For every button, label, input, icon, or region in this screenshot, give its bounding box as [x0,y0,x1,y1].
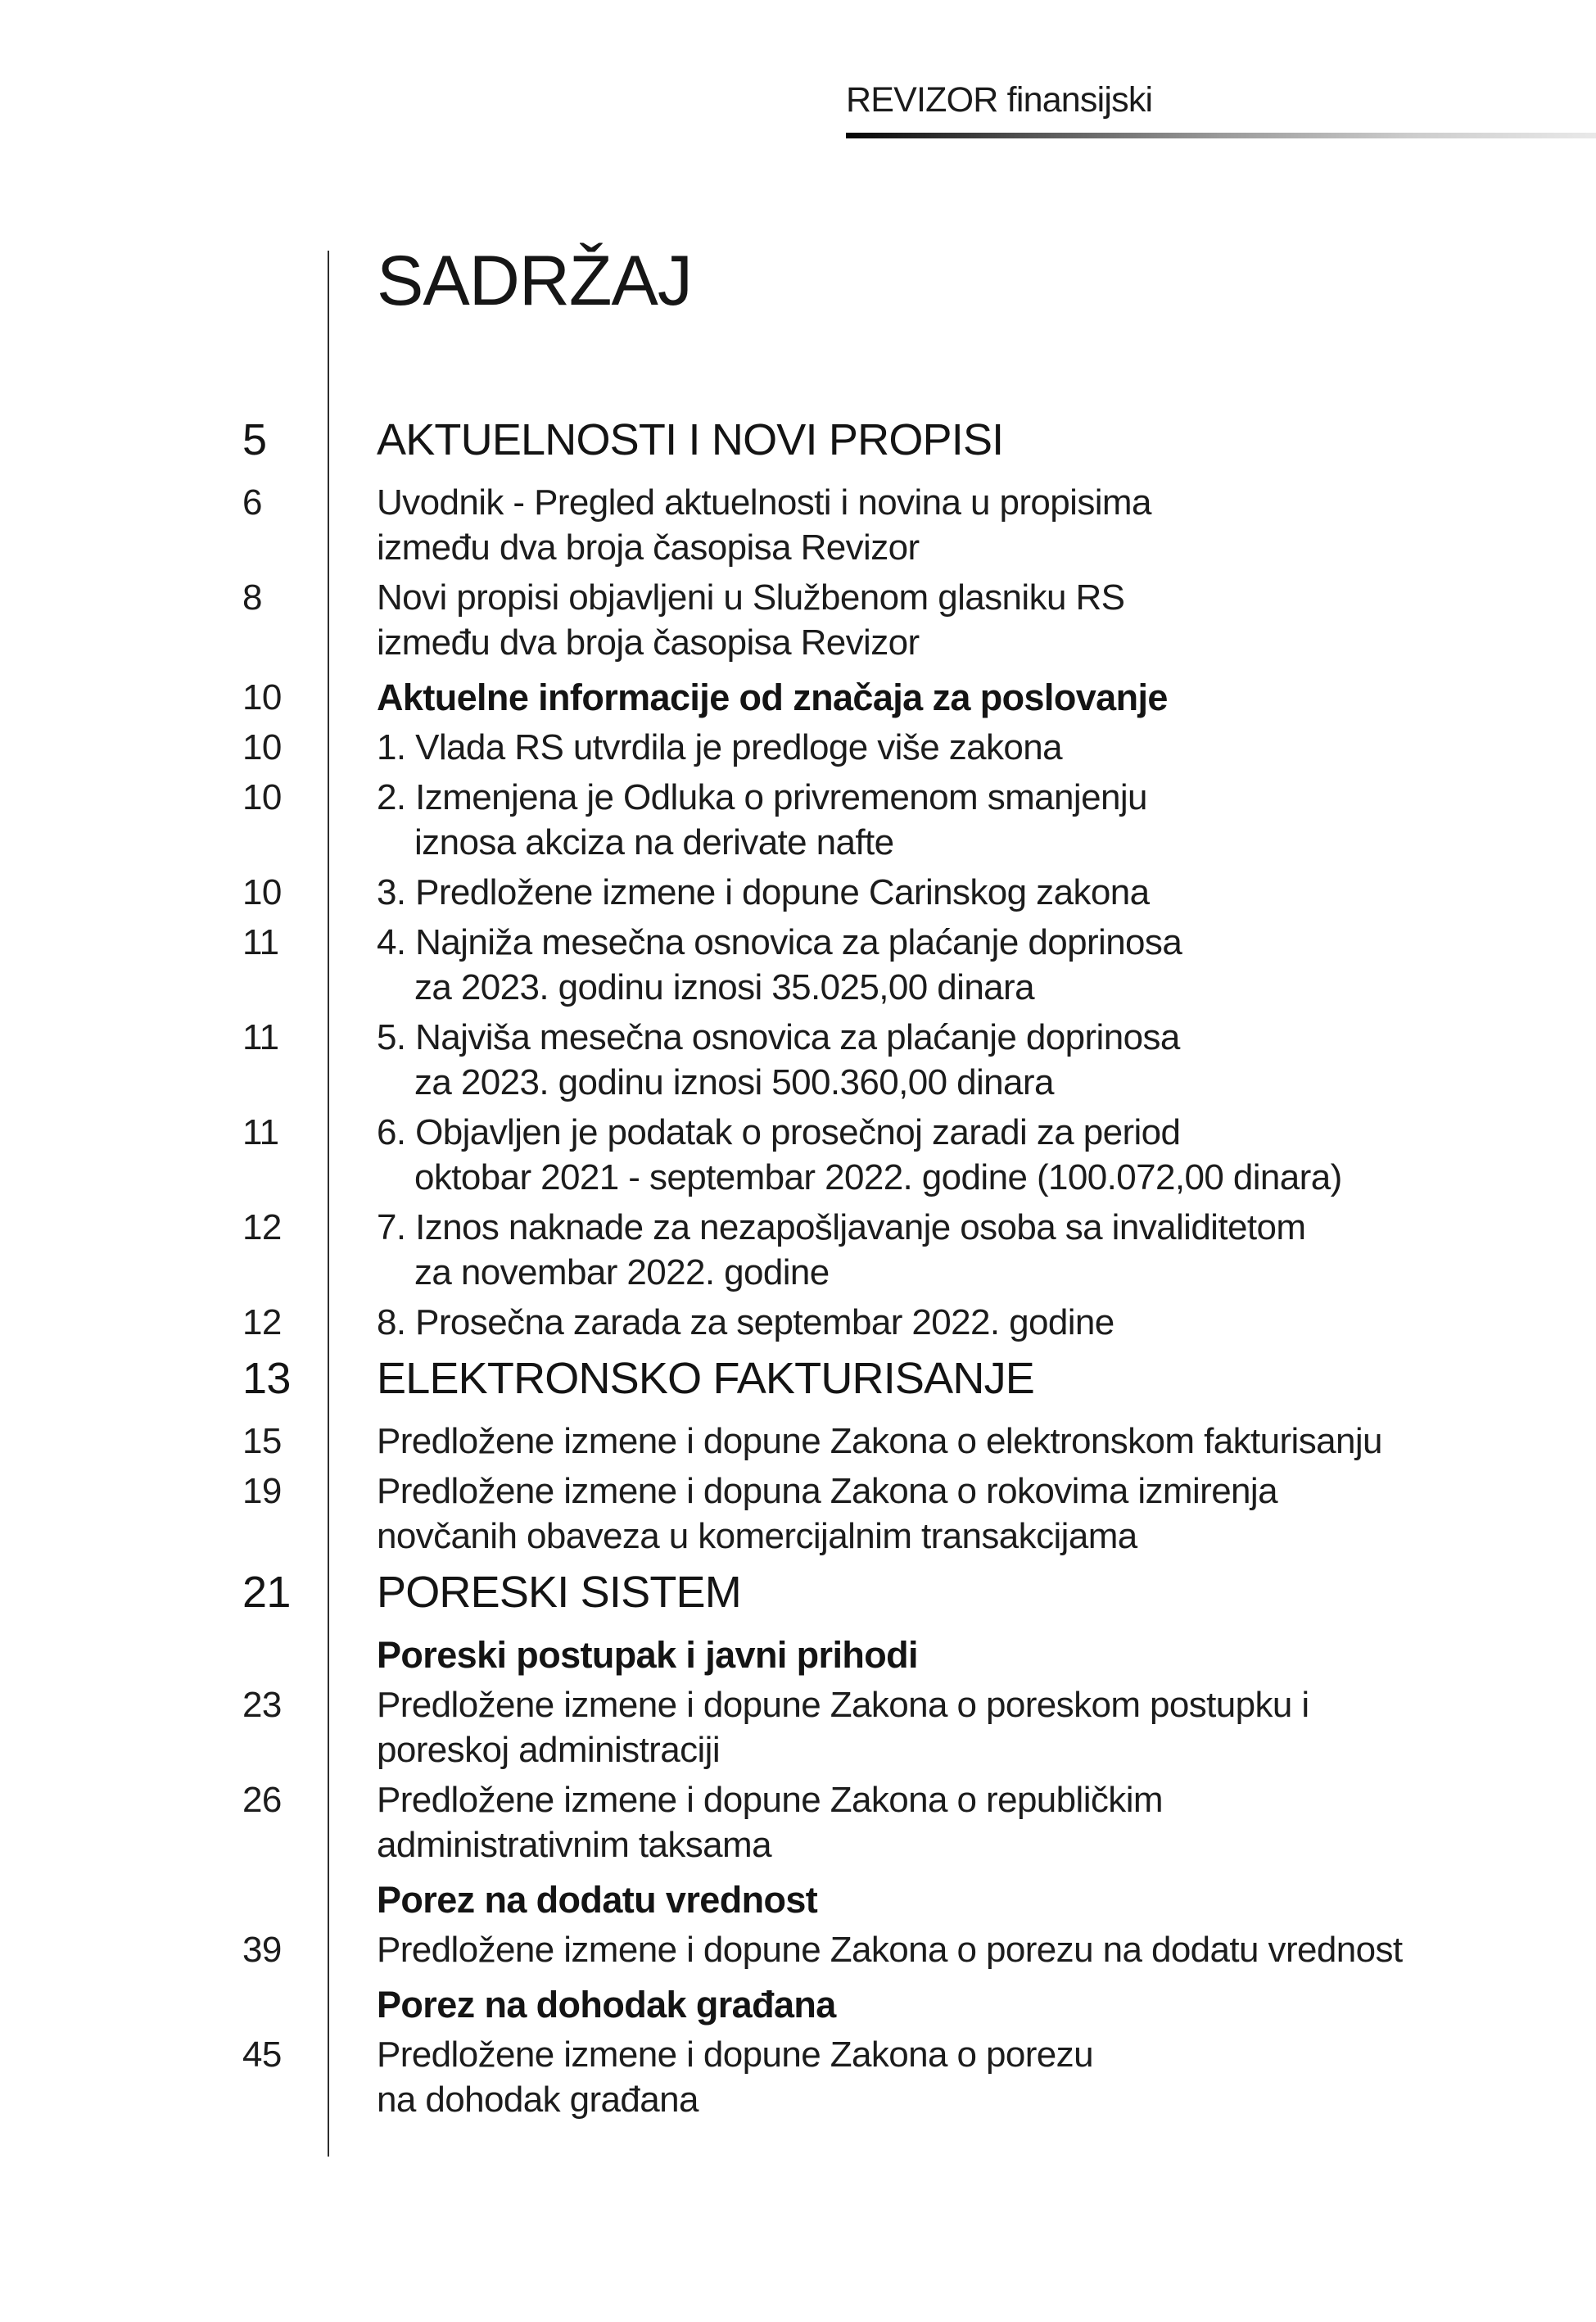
toc-entry-text: Predložene izmene i dopune Zakona o porezu na dodatu vrednost [377,1930,1403,1970]
toc-page-number: 6 [242,482,262,523]
toc-entry-text: Predložene izmene i dopuna Zakona o rokovima izmirenja novčanih obaveza u komercijalnim transakcijama [377,1471,1277,1556]
toc-entry-text: 1. Vlada RS utvrdila je predloge više zakona [377,727,1062,767]
toc-subsection-row [242,1877,1487,1922]
toc-entry-text: Predložene izmene i dopune Zakona o elektronskom fakturisanju [377,1421,1382,1461]
toc-section-row [242,414,1487,465]
toc-entry-text: 3. Predložene izmene i dopune Carinskog zakona [377,872,1150,912]
toc-page-number: 5 [242,415,267,464]
toc-entry-text: Novi propisi objavljeni u Službenom glasniku RS između dva broja časopisa Revizor [377,577,1125,663]
toc-entry-text: Predložene izmene i dopune Zakona o poreskom postupku i poreskoj administraciji [377,1685,1309,1770]
toc-page-number: 10 [242,872,282,912]
toc-entry-row [242,2032,1487,2122]
toc-entry-row [242,1300,1487,1345]
toc-entry-row [242,1927,1487,1972]
toc-subsection-title: Poreski postupak i javni prihodi [377,1634,918,1676]
toc-page-number: 21 [242,1568,291,1617]
toc-page-number: 13 [242,1354,291,1403]
toc-entry-text: Uvodnik - Pregled aktuelnosti i novina u propisima između dva broja časopisa Revizor [377,482,1151,568]
toc-entry-text: Predložene izmene i dopune Zakona o republičkim administrativnim taksama [377,1780,1163,1865]
toc-page-number: 26 [242,1780,282,1820]
toc-page-number: 39 [242,1930,282,1970]
toc-subsection-title: Porez na dohodak građana [377,1984,836,2026]
toc-entry-row [242,775,1487,865]
toc-page-number: 10 [242,677,282,717]
toc-entry-text: Predložene izmene i dopune Zakona o porezu na dohodak građana [377,2035,1093,2120]
toc-entry-row [242,1110,1487,1200]
toc-subsection-title: Porez na dodatu vrednost [377,1879,818,1921]
toc-page-number: 11 [242,922,279,962]
toc-entry-row [242,1469,1487,1559]
toc-entry-row [242,870,1487,915]
toc-entry-text: 4. Najniža mesečna osnovica za plaćanje doprinosa za 2023. godinu iznosi 35.025,00 dinara [377,922,1182,1007]
toc-page-number: 23 [242,1685,282,1725]
toc-entry-row [242,575,1487,665]
toc-entry-row [242,725,1487,770]
toc-page-number: 10 [242,777,282,817]
toc-entry-row [242,1419,1487,1464]
toc-page-number: 8 [242,577,262,618]
toc-page-number: 12 [242,1302,282,1342]
toc-entry-text: 8. Prosečna zarada za septembar 2022. godine [377,1302,1114,1342]
toc-page-number: 11 [242,1112,279,1152]
toc-section-title: PORESKI SISTEM [377,1568,741,1617]
toc-section-title: ELEKTRONSKO FAKTURISANJE [377,1354,1034,1403]
toc-page-number: 45 [242,2035,282,2075]
toc-page-number: 11 [242,1017,279,1057]
toc-entry-row [242,1777,1487,1867]
toc-subsection-row [242,675,1487,720]
toc-entry-text: 5. Najviša mesečna osnovica za plaćanje doprinosa za 2023. godinu iznosi 500.360,00 dinara [377,1017,1180,1102]
toc-entry-row [242,920,1487,1010]
toc-entry-row [242,1015,1487,1105]
toc-subsection-row [242,1632,1487,1677]
page-title: SADRŽAJ [377,242,692,320]
toc-section-title: AKTUELNOSTI I NOVI PROPISI [377,415,1004,464]
toc-page-number: 12 [242,1207,282,1247]
header-gradient-rule [846,133,1596,138]
toc-entry-text: 2. Izmenjena je Odluka o privremenom smanjenju iznosa akciza na derivate nafte [377,777,1147,862]
toc-entry-text: 7. Iznos naknade za nezapošljavanje osoba sa invaliditetom za novembar 2022. godine [377,1207,1306,1292]
table-of-contents [242,242,1487,2127]
toc-entry-row [242,1205,1487,1295]
toc-section-row [242,1567,1487,1618]
toc-entry-row [242,1682,1487,1772]
toc-entry-row [242,480,1487,570]
toc-subsection-title: Aktuelne informacije od značaja za poslovanje [377,677,1168,718]
toc-page-number: 19 [242,1471,282,1511]
magazine-title: REVIZOR finansijski [846,80,1153,120]
toc-page-number: 10 [242,727,282,767]
toc-page-number: 15 [242,1421,282,1461]
toc-section-row [242,1353,1487,1404]
toc-entry-text: 6. Objavljen je podatak o prosečnoj zaradi za period oktobar 2021 - septembar 2022. godine (100.072,00 dinara) [377,1112,1342,1197]
toc-subsection-row [242,1982,1487,2027]
